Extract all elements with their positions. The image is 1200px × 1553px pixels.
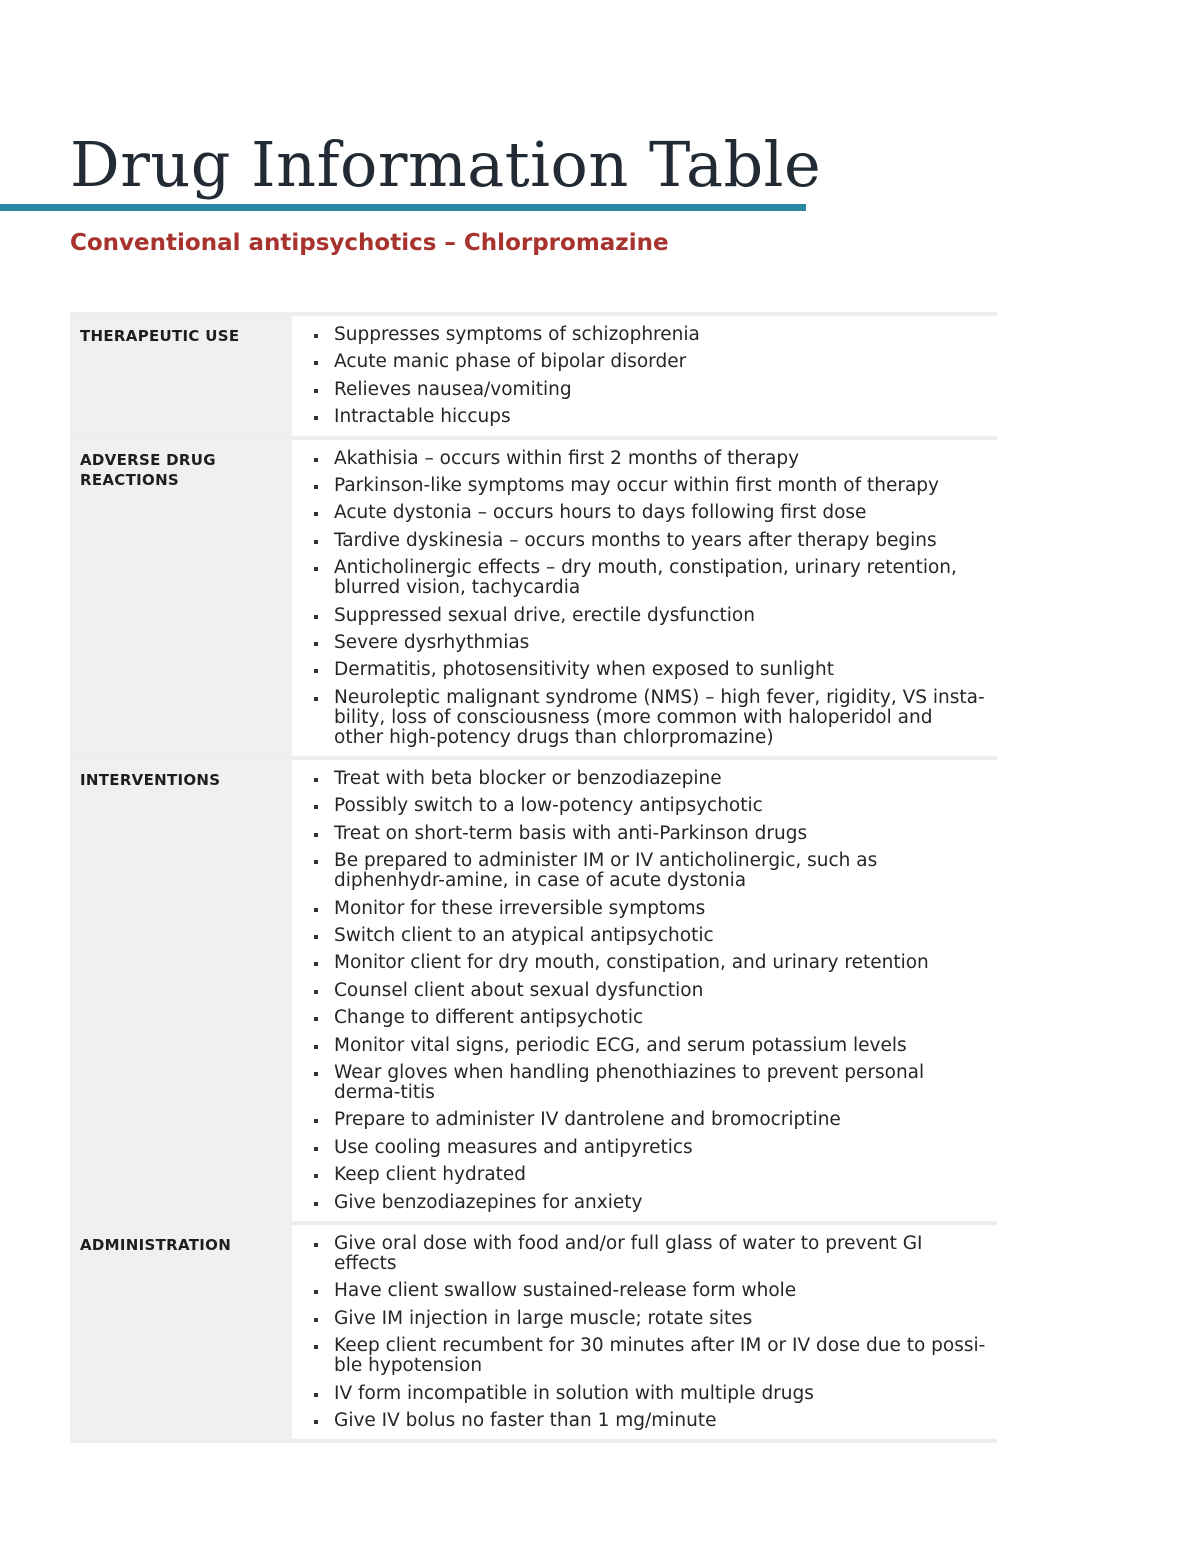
bullet-list: [304, 446, 987, 753]
list-item: Prepare to administer IV dantrolene and bromocriptine: [304, 1107, 987, 1134]
list-item: Neuroleptic malignant syndrome (NMS) – high fever, rigidity, VS insta-bility, loss of consciousness (more common with haloperidol and other high-potency drugs than chlorpromazine): [304, 685, 987, 752]
section-content: [292, 440, 997, 757]
section-label: ADMINISTRATION: [70, 1225, 292, 1439]
list-item: IV form incompatible in solution with multiple drugs: [304, 1381, 987, 1408]
table-row-therapeutic-use: [70, 312, 997, 436]
list-item: Intractable hiccups: [304, 404, 987, 431]
table-row-interventions: [70, 756, 997, 1221]
bullet-list: [304, 766, 987, 1217]
list-item: Wear gloves when handling phenothiazines to prevent personal derma-titis: [304, 1060, 987, 1107]
drug-subtitle: Conventional antipsychotics – Chlorpromazine: [70, 230, 669, 256]
list-item: Have client swallow sustained-release form whole: [304, 1278, 987, 1305]
list-item: Be prepared to administer IM or IV anticholinergic, such as diphenhydr-amine, in case of acute dystonia: [304, 848, 987, 895]
list-item: Anticholinergic effects – dry mouth, constipation, urinary retention, blurred vision, tachycardia: [304, 555, 987, 602]
list-item: Change to different antipsychotic: [304, 1005, 987, 1032]
title-underline-rule: [0, 204, 806, 211]
section-label: THERAPEUTIC USE: [70, 316, 292, 436]
bullet-list: [304, 322, 987, 432]
list-item: Keep client hydrated: [304, 1162, 987, 1189]
list-item: Give IM injection in large muscle; rotate sites: [304, 1306, 987, 1333]
drug-info-table: [70, 312, 997, 1443]
list-item: Possibly switch to a low-potency antipsychotic: [304, 793, 987, 820]
list-item: Keep client recumbent for 30 minutes after IM or IV dose due to possi-ble hypotension: [304, 1333, 987, 1380]
table-row-administration: [70, 1221, 997, 1443]
list-item: Counsel client about sexual dysfunction: [304, 978, 987, 1005]
list-item: Dermatitis, photosensitivity when exposed to sunlight: [304, 657, 987, 684]
list-item: Monitor for these irreversible symptoms: [304, 896, 987, 923]
section-content: [292, 760, 997, 1221]
table-row-adverse-drug-reactions: [70, 436, 997, 757]
section-content: [292, 316, 997, 436]
list-item: Suppresses symptoms of schizophrenia: [304, 322, 987, 349]
list-item: Give benzodiazepines for anxiety: [304, 1190, 987, 1217]
list-item: Akathisia – occurs within first 2 months of therapy: [304, 446, 987, 473]
list-item: Tardive dyskinesia – occurs months to years after therapy begins: [304, 528, 987, 555]
page-title: Drug Information Table: [70, 128, 822, 201]
list-item: Give IV bolus no faster than 1 mg/minute: [304, 1408, 987, 1435]
list-item: Severe dysrhythmias: [304, 630, 987, 657]
list-item: Switch client to an atypical antipsychotic: [304, 923, 987, 950]
list-item: Monitor client for dry mouth, constipation, and urinary retention: [304, 950, 987, 977]
list-item: Suppressed sexual drive, erectile dysfunction: [304, 603, 987, 630]
section-content: [292, 1225, 997, 1439]
bullet-list: [304, 1231, 987, 1435]
list-item: Acute manic phase of bipolar disorder: [304, 349, 987, 376]
list-item: Monitor vital signs, periodic ECG, and serum potassium levels: [304, 1033, 987, 1060]
list-item: Treat on short-term basis with anti-Parkinson drugs: [304, 821, 987, 848]
list-item: Acute dystonia – occurs hours to days following first dose: [304, 500, 987, 527]
section-label: INTERVENTIONS: [70, 760, 292, 1221]
list-item: Treat with beta blocker or benzodiazepine: [304, 766, 987, 793]
list-item: Give oral dose with food and/or full glass of water to prevent GI effects: [304, 1231, 987, 1278]
list-item: Relieves nausea/vomiting: [304, 377, 987, 404]
list-item: Use cooling measures and antipyretics: [304, 1135, 987, 1162]
section-label: ADVERSE DRUG REACTIONS: [70, 440, 292, 757]
list-item: Parkinson-like symptoms may occur within first month of therapy: [304, 473, 987, 500]
